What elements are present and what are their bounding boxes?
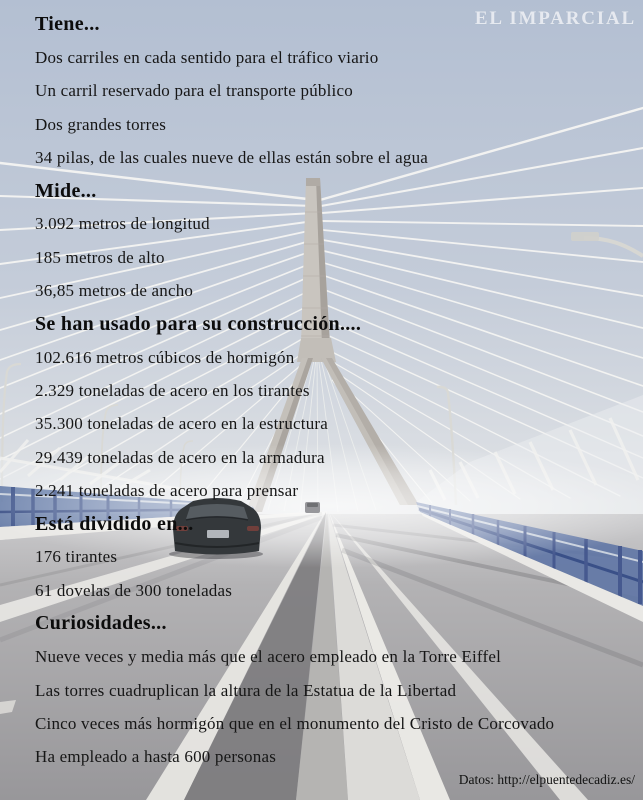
section-title-curiosidades: Curiosidades... xyxy=(35,612,167,635)
fact-line: Cinco veces más hormigón que en el monumento del Cristo de Corcovado xyxy=(35,713,555,733)
fact-line: Nueve veces y media más que el acero empleado en la Torre Eiffel xyxy=(35,647,501,667)
fact-line: 35.300 toneladas de acero en la estructura xyxy=(35,414,329,434)
fact-line: 61 dovelas de 300 toneladas xyxy=(35,580,233,600)
fact-line: Dos grandes torres xyxy=(35,114,167,134)
fact-line: Un carril reservado para el transporte público xyxy=(35,81,353,101)
fact-line: 3.092 metros de longitud xyxy=(35,214,210,234)
infographic-text xyxy=(35,8,554,774)
section-title-construccion: Se han usado para su construcción.... xyxy=(35,312,362,335)
masthead-logo: EL IMPARCIAL xyxy=(474,8,636,29)
fact-line: 2.241 toneladas de acero para prensar xyxy=(35,480,299,500)
section-title-tiene: Tiene... xyxy=(35,13,100,36)
section-title-mide: Mide... xyxy=(35,179,97,202)
fact-line: 34 pilas, de las cuales nueve de ellas están sobre el agua xyxy=(35,147,429,167)
data-source-credit: Datos: http://elpuentedecadiz.es/ xyxy=(458,772,635,787)
fact-line: 176 tirantes xyxy=(35,547,118,567)
section-title-dividido: Está dividido en... xyxy=(35,512,194,535)
fact-line: 185 metros de alto xyxy=(35,247,165,267)
fact-line: 36,85 metros de ancho xyxy=(35,281,194,301)
fact-line: 2.329 toneladas de acero en los tirantes xyxy=(35,380,310,400)
fact-line: 102.616 metros cúbicos de hormigón xyxy=(35,347,295,367)
fact-line: Las torres cuadruplican la altura de la Estatua de la Libertad xyxy=(35,680,457,700)
fact-line: Dos carriles en cada sentido para el tráfico viario xyxy=(35,47,379,67)
fact-line: 29.439 toneladas de acero en la armadura xyxy=(35,447,325,467)
fact-line: Ha empleado a hasta 600 personas xyxy=(35,747,277,767)
